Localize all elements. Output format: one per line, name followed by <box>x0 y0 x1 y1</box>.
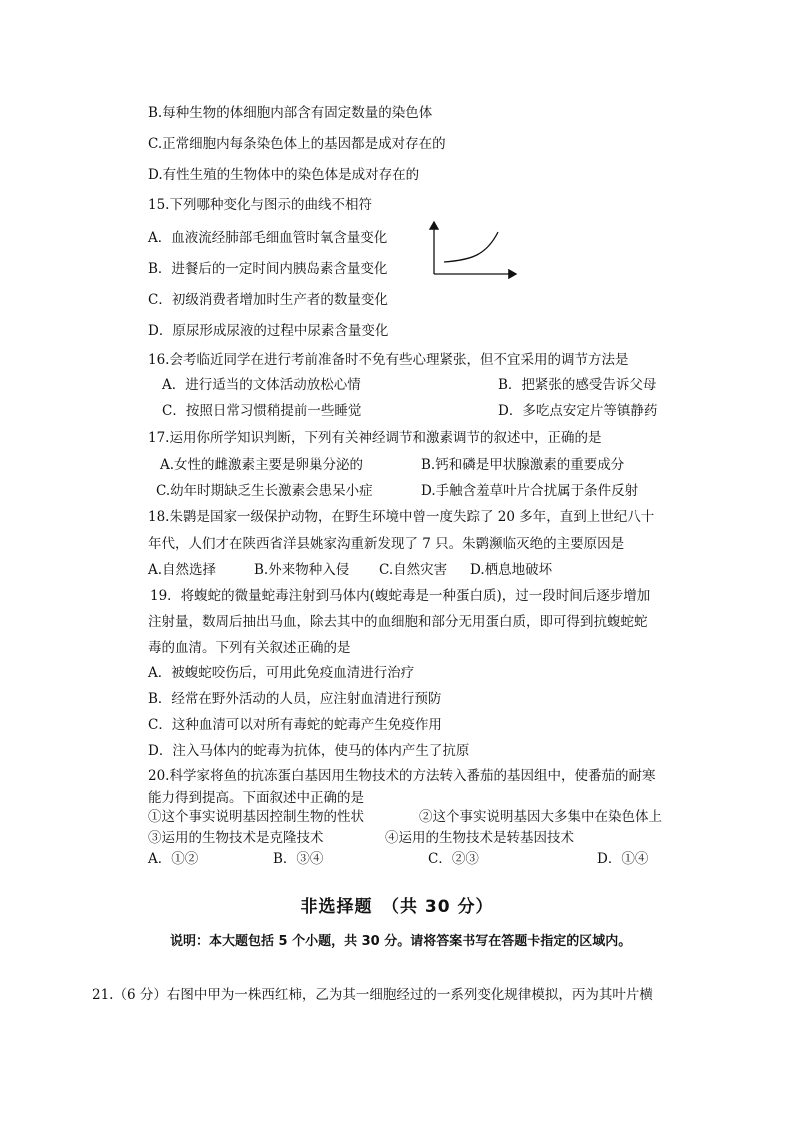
q17-option-c: C.幼年时期缺乏生长激素会患呆小症 <box>156 483 373 499</box>
q15-option-c: C．初级消费者增加时生产者的数量变化 <box>148 292 388 308</box>
q16-stem: 16.会考临近同学在进行考前准备时不免有些心理紧张，但不宜采用的调节方法是 <box>148 352 629 368</box>
q17-option-a: A.女性的雌激素主要是卵巢分泌的 <box>160 457 364 473</box>
q20-statement-3: ③运用的生物技术是克隆技术 <box>148 830 324 846</box>
q14-option-b: B.每种生物的体细胞内部含有固定数量的染色体 <box>148 105 433 121</box>
q17-option-d: D.手触含羞草叶片合扰属于条件反射 <box>421 483 639 499</box>
q15-option-b: B．进餐后的一定时间内胰岛素含量变化 <box>148 261 388 277</box>
q19-option-d: D．注入马体内的蛇毒为抗体，使马的体内产生了抗原 <box>148 743 470 759</box>
q17-stem: 17.运用你所学知识判断，下列有关神经调节和激素调节的叙述中，正确的是 <box>148 430 602 446</box>
q17-option-b: B.钙和磷是甲状腺激素的重要成分 <box>421 457 625 473</box>
q19-option-b: B．经常在野外活动的人员，应注射血清进行预防 <box>148 691 442 707</box>
q21-stem-line1: 21.（6 分）右图中甲为一株西红柿，乙为其一细胞经过的一系列变化规律模拟，丙为其叶片横 <box>92 987 653 1003</box>
q20-statement-4: ④运用的生物技术是转基因技术 <box>385 830 574 846</box>
q19-stem-line1: 19．将蝮蛇的微量蛇毒注射到马体内(蝮蛇毒是一种蛋白质)，过一段时间后逐步增加 <box>150 588 651 604</box>
section-note: 说明：本大题包括 5 个小题，共 30 分。请将答案书写在答题卡指定的区域内。 <box>170 934 632 949</box>
q15-option-d: D．原尿形成尿液的过程中尿素含量变化 <box>148 323 389 339</box>
rising-curve <box>444 232 498 262</box>
q16-option-a: A．进行适当的文体活动放松心情 <box>162 377 361 393</box>
q16-option-b: B．把紧张的感受告诉父母 <box>498 377 657 393</box>
q20-stem-line1: 20.科学家将鱼的抗冻蛋白基因用生物技术的方法转入番茄的基因组中，使番茄的耐寒 <box>148 768 656 784</box>
q16-option-c: C．按照日常习惯稍提前一些睡觉 <box>162 403 362 419</box>
q18-option-b: B.外来物种入侵 <box>254 562 350 578</box>
q20-stem-line2: 能力得到提高。下面叙述中正确的是 <box>148 790 364 806</box>
q15-stem: 15.下列哪种变化与图示的曲线不相符 <box>148 197 372 213</box>
q20-option-b: B．③④ <box>273 851 324 867</box>
q18-option-d: D.栖息地破坏 <box>470 562 553 578</box>
q18-stem-line1: 18.朱鹮是国家一级保护动物，在野生环境中曾一度失踪了 20 多年，直到上世纪八十 <box>148 509 655 525</box>
q18-option-c: C.自然灾害 <box>379 562 448 578</box>
q15-option-a: A．血液流经肺部毛细血管时氧含量变化 <box>148 230 388 246</box>
q20-option-d: D．①④ <box>597 851 649 867</box>
q20-option-c: C．②③ <box>428 851 479 867</box>
q19-stem-line2: 注射量，数周后抽出马血，除去其中的血细胞和部分无用蛋白质，即可得到抗蝮蛇蛇 <box>148 614 648 630</box>
q19-option-a: A．被蝮蛇咬伤后，可用此免疫血清进行治疗 <box>148 665 415 681</box>
q15-curve-figure <box>424 218 520 280</box>
q18-stem-line2: 年代，人们才在陕西省洋县姚家沟重新发现了 7 只。朱鹮濒临灭绝的主要原因是 <box>148 536 625 552</box>
q18-option-a: A.自然选择 <box>148 562 217 578</box>
q19-stem-line3: 毒的血清。下列有关叙述正确的是 <box>148 640 351 656</box>
q20-statement-2: ②这个事实说明基因大多集中在染色体上 <box>419 809 662 825</box>
q14-option-c: C.正常细胞内每条染色体上的基因都是成对存在的 <box>148 136 446 152</box>
section-title: 非选择题 （共 30 分） <box>300 897 494 917</box>
q14-option-d: D.有性生殖的生物体中的染色体是成对存在的 <box>148 167 420 183</box>
q20-option-a: A．①② <box>148 851 199 867</box>
q19-option-c: C．这种血清可以对所有毒蛇的蛇毒产生免疫作用 <box>148 717 442 733</box>
q20-statement-1: ①这个事实说明基因控制生物的性状 <box>148 809 364 825</box>
q16-option-d: D．多吃点安定片等镇静药 <box>498 403 658 419</box>
